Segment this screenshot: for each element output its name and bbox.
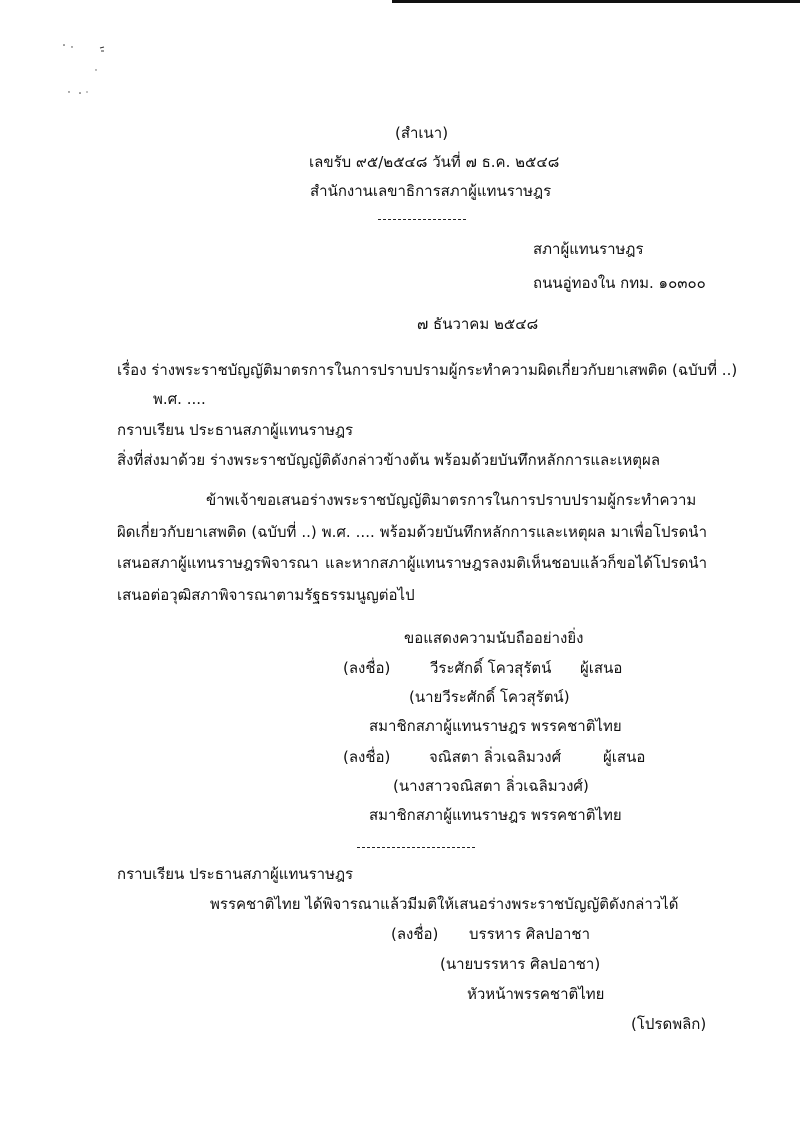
office-name: สำนักงานเลขาธิการสภาผู้แทนราษฎร — [310, 182, 552, 200]
address-line-2: ถนนอู่ทองใน กทม. ๑๐๓๐๐ — [533, 274, 706, 292]
signer-2-sign-label: (ลงชื่อ) — [343, 748, 391, 766]
signer-1-position: สมาชิกสภาผู้แทนราษฎร พรรคชาติไทย — [369, 717, 622, 735]
signer-2-signature: จณิสตา ลิ่วเฉลิมวงศ์ — [429, 748, 562, 766]
endorser-sign-label: (ลงชื่อ) — [391, 925, 439, 943]
letter-date: ๗ ธันวาคม ๒๕๔๘ — [417, 315, 539, 333]
address-line-1: สภาผู้แทนราษฎร — [533, 240, 644, 258]
signer-1-signature: วีระศักดิ์ โควสุรัตน์ — [430, 659, 552, 677]
body-paragraph: ข้าพเจ้าขอเสนอร่างพระราชบัญญัติมาตรการในการปราบปรามผู้กระทำความผิดเกี่ยวกับยาเสพติด (ฉบับที่ ..) พ.ศ. .... พร้อมด้วยบันทึกหลักการและเหตุผล มาเพื่อโปรดนำเสนอสภาผู้แทนราษฎรพิจารณา และหากสภาผู้แทนราษฎรลงมติเห็นชอบแล้วก็ขอได้โปรดนำเสนอต่อวุฒิสภาพิจารณาตามรัฐธรรมนูญต่อไป — [117, 491, 707, 604]
receipt-line: เลขรับ ๙๕/๒๕๔๘ วันที่ ๗ ธ.ค. ๒๕๔๘ — [309, 153, 560, 171]
signer-1-sign-label: (ลงชื่อ) — [343, 659, 391, 677]
copy-mark: (สำเนา) — [395, 124, 449, 142]
endorsement-text: พรรคชาติไทย ได้พิจารณาแล้วมีมติให้เสนอร่างพระราชบัญญัติดังกล่าวได้ — [210, 895, 679, 913]
scan-specks — [60, 42, 120, 102]
separator-line — [378, 219, 466, 220]
endorser-signature: บรรหาร ศิลปอาชา — [469, 925, 591, 943]
signer-1-full-name: (นายวีระศักดิ์ โควสุรัตน์) — [409, 688, 570, 706]
subject-line-1: เรื่อง ร่างพระราชบัญญัติมาตรการในการปราบปรามผู้กระทำความผิดเกี่ยวกับยาเสพติด (ฉบับที่ ..) — [117, 361, 738, 379]
closing: ขอแสดงความนับถืออย่างยิ่ง — [404, 629, 584, 647]
endorser-position: หัวหน้าพรรคชาติไทย — [467, 985, 605, 1003]
turn-over-note: (โปรดพลิก) — [631, 1015, 707, 1033]
signer-2-role: ผู้เสนอ — [603, 748, 646, 766]
scan-edge-bar — [392, 0, 800, 3]
signer-1-role: ผู้เสนอ — [580, 659, 623, 677]
signer-2-full-name: (นางสาวจณิสตา ลิ่วเฉลิมวงศ์) — [393, 777, 589, 795]
enclosure: สิ่งที่ส่งมาด้วย ร่างพระราชบัญญัติดังกล่าวข้างต้น พร้อมด้วยบันทึกหลักการและเหตุผล — [117, 451, 661, 469]
endorser-full-name: (นายบรรหาร ศิลปอาชา) — [440, 955, 601, 973]
signer-2-position: สมาชิกสภาผู้แทนราษฎร พรรคชาติไทย — [369, 806, 622, 824]
endorsement-addressee: กราบเรียน ประธานสภาผู้แทนราษฎร — [117, 865, 354, 883]
subject-line-2: พ.ศ. .... — [153, 390, 206, 408]
addressee: กราบเรียน ประธานสภาผู้แทนราษฎร — [117, 421, 354, 439]
separator-line-2 — [357, 847, 475, 848]
